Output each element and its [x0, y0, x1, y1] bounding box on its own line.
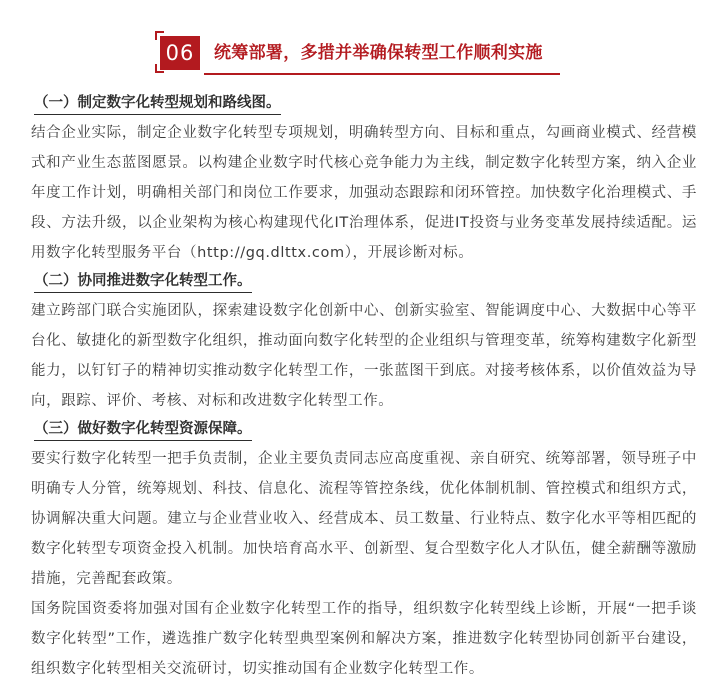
article-body [31, 92, 697, 684]
paragraph: 国务院国资委将加强对国有企业数字化转型工作的指导，组织数字化转型线上诊断，开展“一把手谈数字化转型”工作，遴选推广数字化转型典型案例和解决方案，推进数字化转型协同创新平台建设，组织数字化转型相关交流研讨，切实推动国有企业数字化转型工作。 [31, 601, 697, 677]
subsection-heading-3: （三）做好数字化转型资源保障。 [34, 419, 252, 441]
subsection-heading-1: （一）制定数字化转型规划和路线图。 [34, 93, 281, 115]
paragraph: 建立跨部门联合实施团队，探索建设数字化创新中心、创新实验室、智能调度中心、大数据中心等平台化、敏捷化的新型数字化组织，推动面向数字化转型的企业组织与管理变革，统筹构建数字化新型能力，以钉钉子的精神切实推动数字化转型工作，一张蓝图干到底。对接考核体系，以价值效益为导向，跟踪、评价、考核、对标和改进数字化转型工作。 [31, 303, 697, 409]
subsection-heading-2: （二）协同推进数字化转型工作。 [34, 271, 252, 293]
section-header [158, 32, 568, 78]
paragraph: 结合企业实际，制定企业数字化转型专项规划，明确转型方向、目标和重点，勾画商业模式、经营模式和产业生态蓝图愿景。以构建企业数字时代核心竞争能力为主线，制定数字化转型方案，纳入企业年度工作计划，明确相关部门和岗位工作要求，加强动态跟踪和闭环管控。加快数字化治理模式、手段、方法升级，以企业架构为核心构建现代化IT治理体系，促进IT投资与业务变革发展持续适配。运用数字化转型服务平台（http://gq.dlttx.com），开展诊断对标。 [31, 125, 697, 261]
title-underline [204, 73, 560, 75]
section-number-badge: 06 [160, 36, 200, 70]
paragraph: 要实行数字化转型一把手负责制，企业主要负责同志应高度重视、亲自研究、统筹部署，领导班子中明确专人分管，统筹规划、科技、信息化、流程等管控条线，优化体制机制、管控模式和组织方式，协调解决重大问题。建立与企业营业收入、经营成本、员工数量、行业特点、数字化水平等相匹配的数字化转型专项资金投入机制。加快培育高水平、创新型、复合型数字化人才队伍，健全薪酬等激励措施，完善配套政策。 [31, 451, 697, 587]
section-title: 统筹部署，多措并举确保转型工作顺利实施 [214, 43, 543, 63]
